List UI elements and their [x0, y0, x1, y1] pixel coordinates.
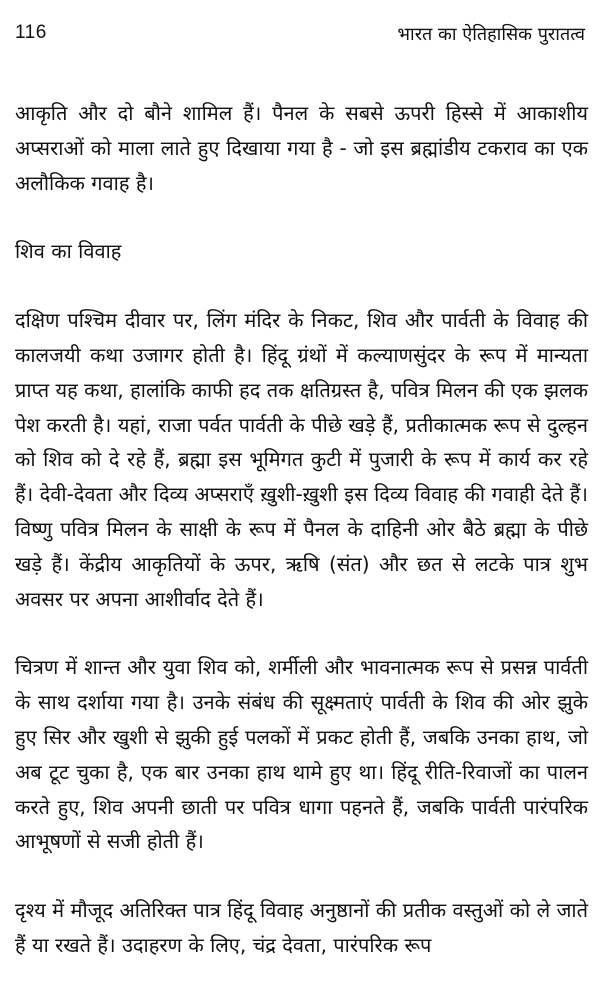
section-heading: शिव का विवाह — [15, 239, 122, 264]
paragraph-2: दक्षिण पश्चिम दीवार पर, लिंग मंदिर के निकट, शिव और पार्वती के विवाह की कालजयी कथा उजागर होती है। हिंदू ग्रंथों में कल्याणसुंदर के रूप में मान्यता प्राप्त यह कथा, हालांकि काफी हद तक क्षतिग्रस्त है, पवित्र मिलन की एक झलक पेश करती है। यहां, राजा पर्वत पार्वती के पीछे खड़े हैं, प्रतीकात्मक रूप से दुल्हन को शिव को दे रहे हैं, ब्रह्मा इस भूमिगत कुटी में पुजारी के रूप में कार्य कर रहे हैं। देवी-देवता और दिव्य अप्सराएँ ख़ुशी-ख़ुशी इस दिव्य विवाह की गवाही देते हैं। विष्णु पवित्र मिलन के साक्षी के रूप में पैनल के दाहिनी ओर बैठे ब्रह्मा के पीछे खड़े हैं। केंद्रीय आकृतियों के ऊपर, ऋषि (संत) और छत से लटके पात्र शुभ अवसर पर अपना आशीर्वाद देते हैं। — [15, 308, 588, 611]
running-head: भारत का ऐतिहासिक पुरातत्व — [397, 24, 585, 45]
page-header — [15, 22, 585, 52]
paragraph-3: चित्रण में शान्त और युवा शिव को, शर्मीली और भावनात्मक रूप से प्रसन्न पार्वती के साथ दर्शाया गया है। उनके संबंध की सूक्ष्मताएं पार्वती के शिव की ओर झुके हुए सिर और खुशी से झुकी हुई पलकों में प्रकट होती हैं, जबकि उनका हाथ, जो अब टूट चुका है, एक बार उनका हाथ थामे हुए था। हिंदू रीति-रिवाजों का पालन करते हुए, शिव अपनी छाती पर पवित्र धागा पहनते हैं, जबकि पार्वती पारंपरिक आभूषणों से सजी होती हैं। — [15, 655, 588, 854]
paragraph-4: दृश्य में मौजूद अतिरिक्त पात्र हिंदू विवाह अनुष्ठानों की प्रतीक वस्तुओं को ले जाते हैं या रखते हैं। उदाहरण के लिए, चंद्र देवता, पारंपरिक रूप — [15, 898, 588, 957]
page-body — [15, 96, 588, 963]
paragraph-1: आकृति और दो बौने शामिल हैं। पैनल के सबसे ऊपरी हिस्से में आकाशीय अप्सराओं को माला लाते हुए दिखाया गया है - जो इस ब्रह्मांडीय टकराव का एक अलौकिक गवाह है। — [15, 101, 588, 195]
page-number: 116 — [15, 22, 47, 43]
